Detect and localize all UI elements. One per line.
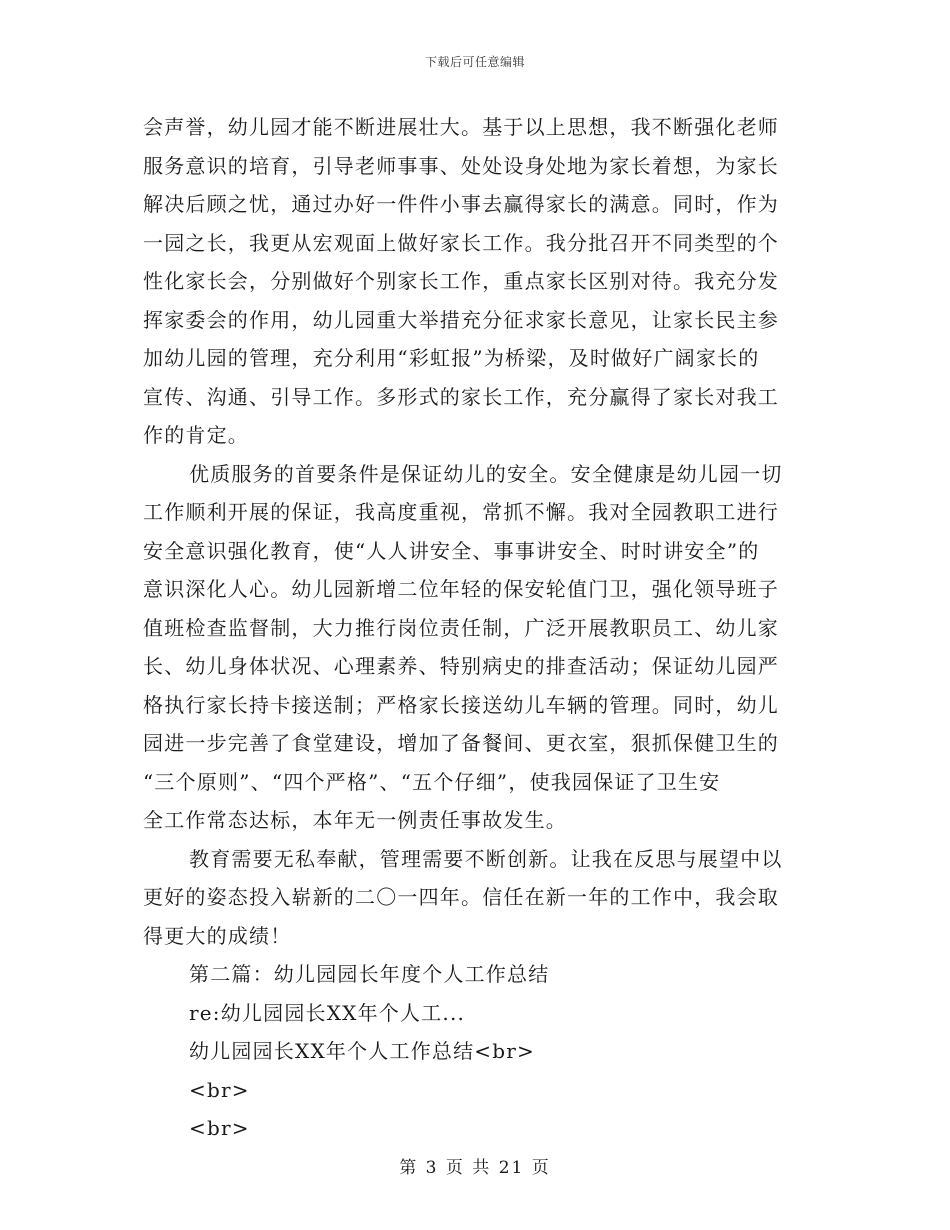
text-line: 工作顺利开展的保证，我高度重视，常抓不懈。我对全园教职工进行 <box>143 500 779 524</box>
paragraph-first-line: 优质服务的首要条件是保证幼儿的安全。安全健康是幼儿园一切 <box>189 461 783 486</box>
text-line: 幼儿园园长XX年个人工作总结<br> <box>189 1039 535 1063</box>
page-number-footer: 第 3 页 共 21 页 <box>399 1158 551 1178</box>
text-line: <br> <box>189 1077 250 1102</box>
text-line: 值班检查监督制，大力推行岗位责任制，广泛开展教职员工、幼儿家 <box>143 615 779 640</box>
text-line: re:幼儿园园长XX年个人工... <box>189 1000 466 1025</box>
text-line: 性化家长会，分别做好个别家长工作，重点家长区别对待。我充分发 <box>143 269 779 293</box>
text-line: 解决后顾之忧，通过办好一件件小事去赢得家长的满意。同时，作为 <box>143 192 779 216</box>
section-heading: 第二篇：幼儿园园长年度个人工作总结 <box>189 962 550 986</box>
text-line: 加幼儿园的管理，充分利用“彩虹报”为桥梁，及时做好广阔家长的 <box>143 346 760 370</box>
text-line: 格执行家长持卡接送制；严格家长接送幼儿车辆的管理。同时，幼儿 <box>143 692 779 717</box>
text-line: 全工作常态达标，本年无一例责任事故发生。 <box>143 808 567 832</box>
paragraph-first-line: 教育需要无私奉献，管理需要不断创新。让我在反思与展望中以 <box>189 846 783 871</box>
document-body <box>143 108 808 1148</box>
text-line: <br> <box>189 1116 250 1140</box>
text-line: 安全意识强化教育，使“人人讲安全、事事讲安全、时时讲安全”的 <box>143 538 760 563</box>
text-line: “三个原则”、“四个严格”、“五个仔细”，使我园保证了卫生安 <box>143 769 721 794</box>
text-line: 更好的姿态投入崭新的二〇一四年。信任在新一年的工作中，我会取 <box>143 885 779 909</box>
text-line: 长、幼儿身体状况、心理素养、特别病史的排查活动；保证幼儿园严 <box>143 654 779 678</box>
text-line: 宣传、沟通、引导工作。多形式的家长工作，充分赢得了家长对我工 <box>143 384 779 409</box>
text-line: 服务意识的培育，引导老师事事、处处设身处地为家长着想，为家长 <box>143 153 779 178</box>
text-line: 得更大的成绩！ <box>143 923 292 948</box>
text-line: 园进一步完善了食堂建设，增加了备餐间、更衣室，狠抓保健卫生的 <box>143 731 779 755</box>
text-line: 挥家委会的作用，幼儿园重大举措充分征求家长意见，让家长民主参 <box>143 307 779 332</box>
text-line: 会声誉，幼儿园才能不断进展壮大。基于以上思想，我不断强化老师 <box>143 115 779 139</box>
page-header-note: 下载后可任意编辑 <box>424 55 525 69</box>
text-line: 作的肯定。 <box>143 423 249 447</box>
text-line: 意识深化人心。幼儿园新增二位年轻的保安轮值门卫，强化领导班子 <box>143 577 779 601</box>
text-line: 一园之长，我更从宏观面上做好家长工作。我分批召开不同类型的个 <box>143 230 779 255</box>
